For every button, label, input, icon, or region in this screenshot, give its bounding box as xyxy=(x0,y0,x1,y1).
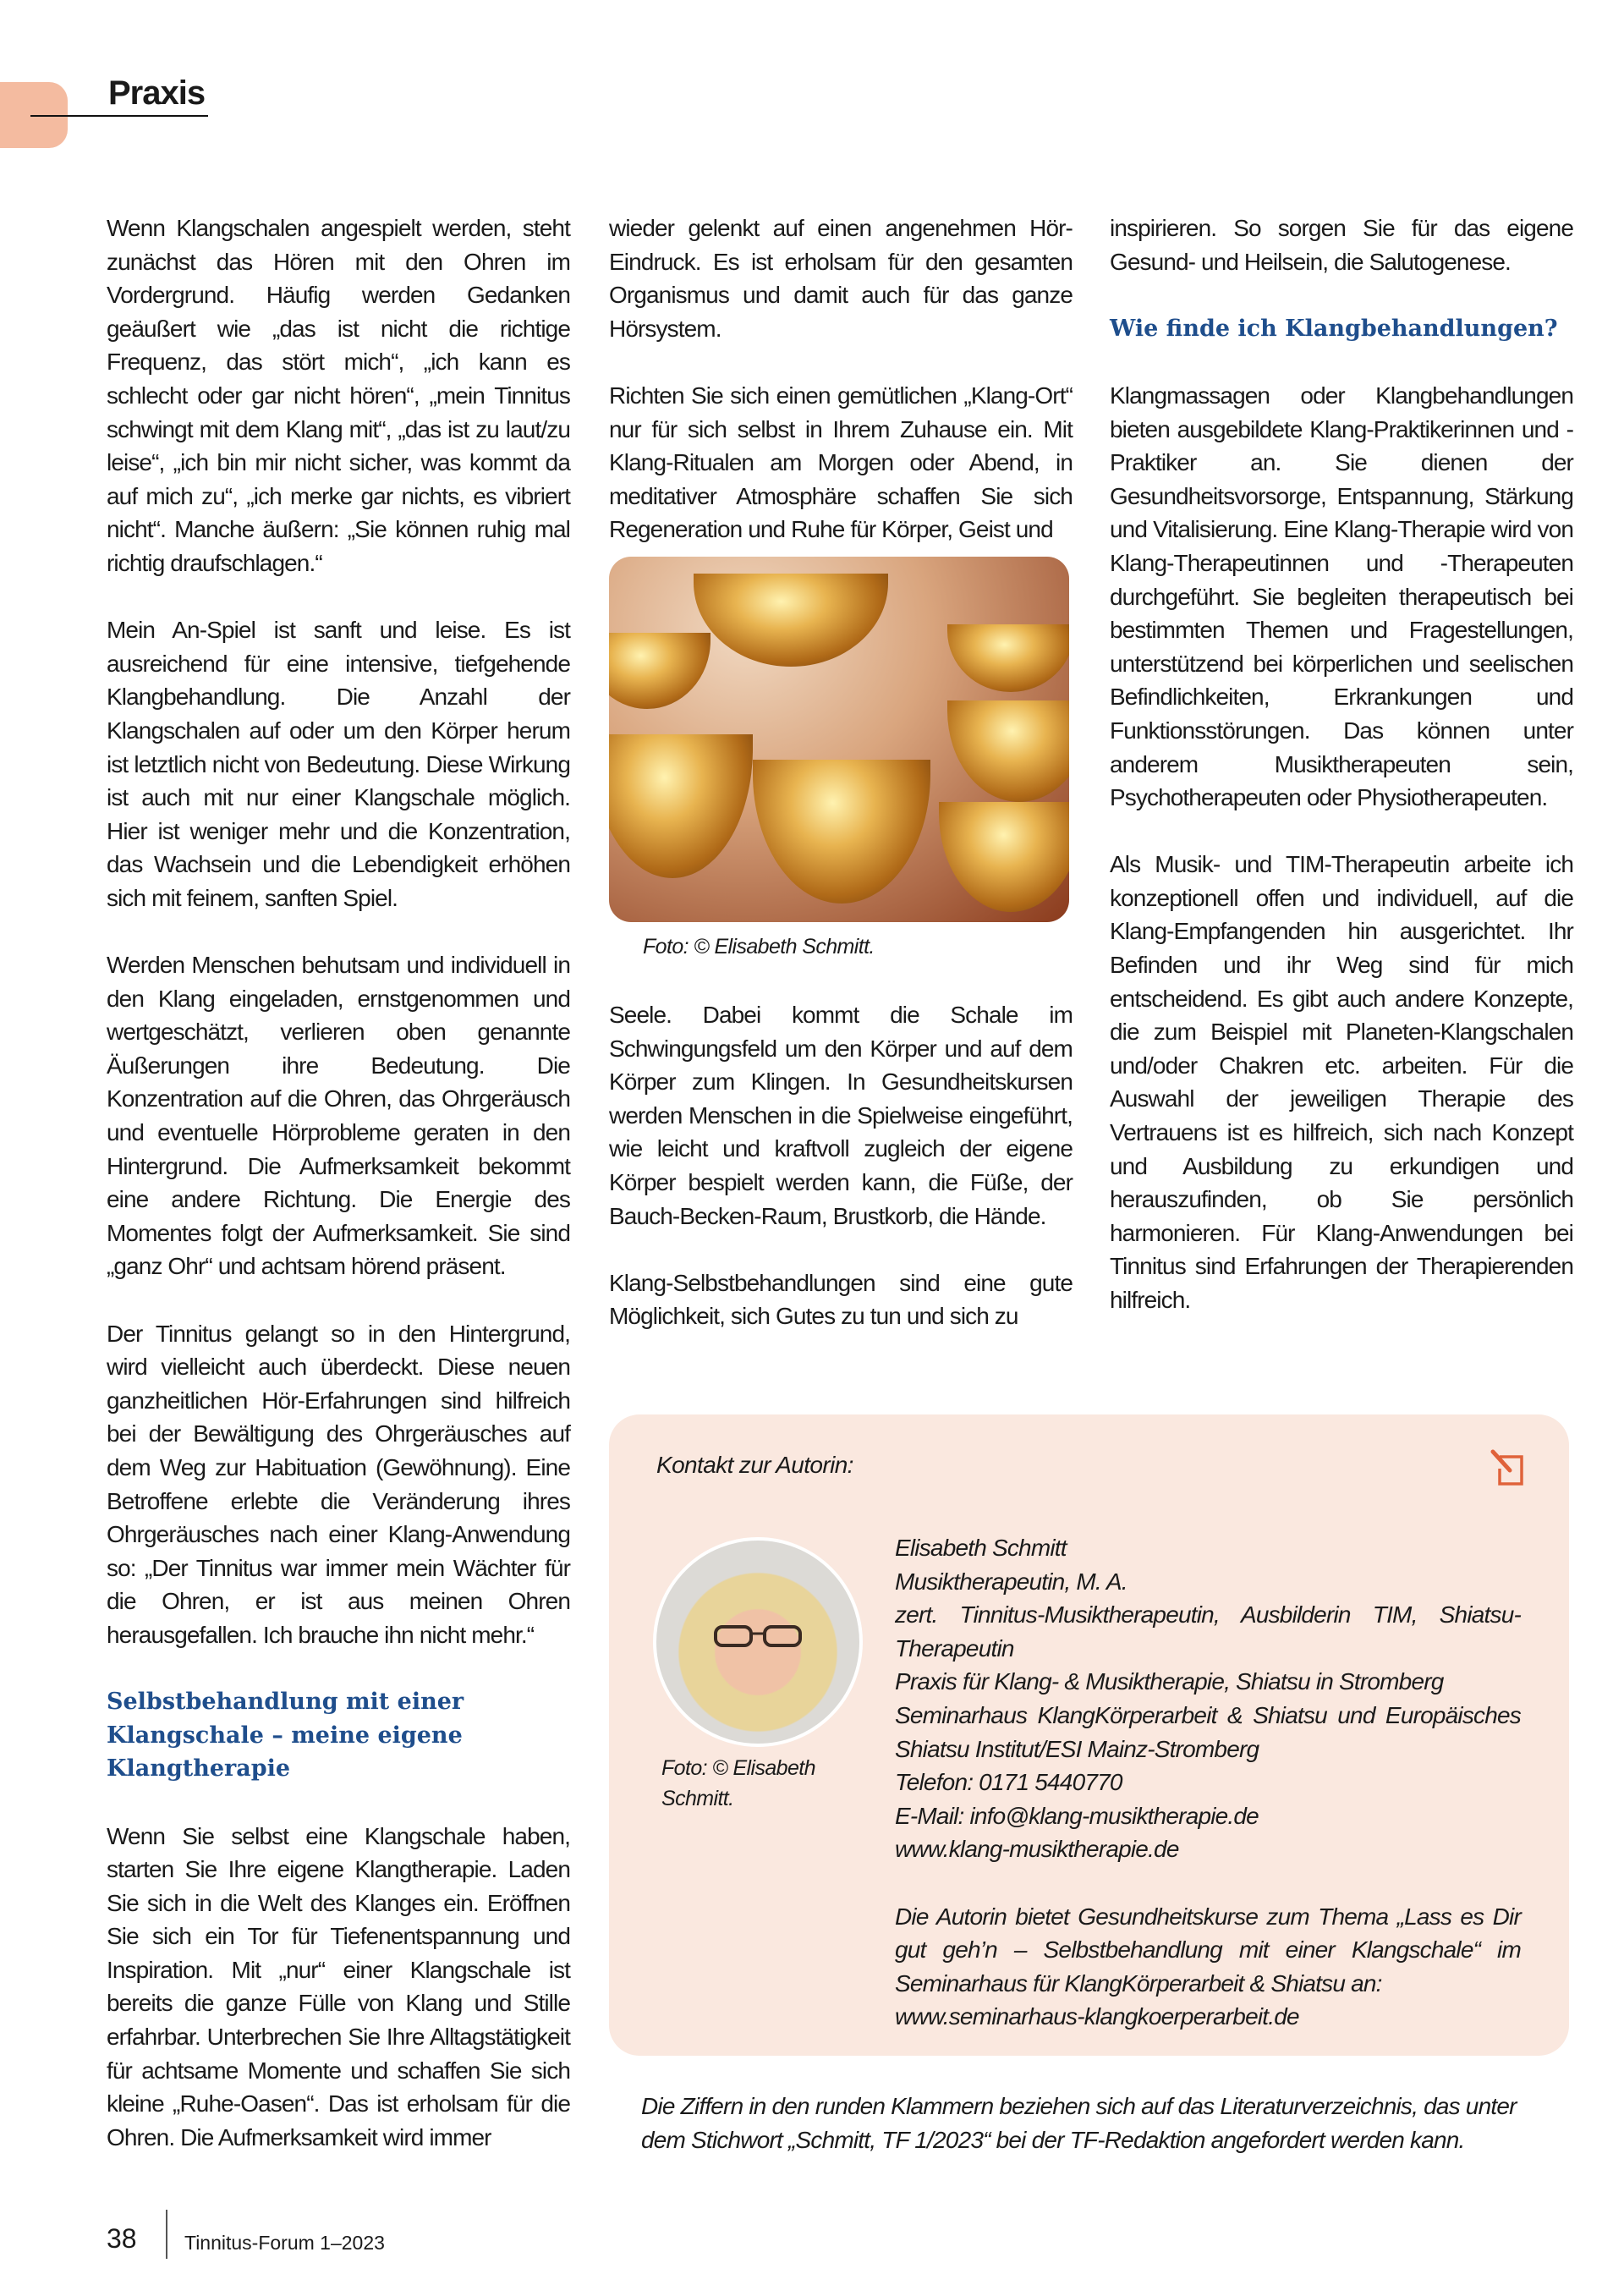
paragraph: inspirieren. So sorgen Sie für das eigene Gesund- und Heilsein, die Salutogenese. xyxy=(1110,215,1573,275)
section-rule xyxy=(30,115,208,117)
paragraph: Seele. Dabei kommt die Schale im Schwingungsfeld um den Körper und auf dem Körper zum Klingen. In Gesundheitskursen werden Menschen in die Spielweise eingeführt, wie leicht und kraftvoll zugleich der eigene Körper bespielt werden kann, die Füße, der Bauch-Becken-Raum, Brustkorb, die Hände. xyxy=(609,1001,1073,1229)
column-3 xyxy=(1110,211,1573,1350)
caption-line: Foto: © Elisabeth xyxy=(661,1756,815,1780)
course-note: Die Autorin bietet Gesundheitskurse zum Thema „Lass es Dir gut geh’n – Selbstbehandlung mit einer Klangschale“ im Seminarhaus für KlangKörperarbeit & Shiatsu an: xyxy=(895,1903,1521,1997)
author-website[interactable]: www.klang-musiktherapie.de xyxy=(895,1836,1179,1863)
paragraph: wieder gelenkt auf einen angenehmen Hör-Eindruck. Es ist erholsam für den gesamten Organismus und damit auch für das ganze Hörsystem. xyxy=(609,215,1073,342)
edit-note-icon xyxy=(1488,1448,1528,1489)
paragraph: Richten Sie sich einen gemütlichen „Klang-Ort“ nur für sich selbst in Ihrem Zuhause ein. Mit Klang-Ritualen am Morgen oder Abend, in meditativer Atmosphäre schaffen Sie sich Regeneration und Ruhe für Körper, Geist und xyxy=(609,382,1073,543)
course-website[interactable]: www.seminarhaus-klangkoerperarbeit.de xyxy=(895,2003,1299,2030)
subheading: Wie finde ich Klangbehandlungen? xyxy=(1110,315,1558,342)
portrait-caption xyxy=(661,1753,815,1814)
author-portrait xyxy=(653,1537,863,1747)
author-qualification: zert. Tinnitus-Musiktherapeutin, Ausbilderin TIM, Shiatsu-Therapeutin xyxy=(895,1601,1521,1662)
footnote: Die Ziffern in den runden Klammern beziehen sich auf das Literaturverzeichnis, das unter dem Stichwort „Schmitt, TF 1/2023“ bei der TF-Redaktion angefordert werden kann. xyxy=(641,2093,1517,2153)
magazine-issue: Tinnitus-Forum 1–2023 xyxy=(184,2232,385,2254)
author-phone: Telefon: 0171 5440770 xyxy=(895,1769,1122,1796)
author-contact-box xyxy=(609,1414,1569,2056)
photo-caption: Foto: © Elisabeth Schmitt. xyxy=(643,934,875,958)
paragraph: Wenn Klangschalen angespielt werden, steht zunächst das Hören mit den Ohren im Vordergrund. Häufig werden Gedanken geäußert wie „das ist nicht die richtige Frequenz, das stört mich“, „ich kann es schlecht oder gar nicht hören“, „mein Tinnitus schwingt mit dem Klang mit“, „das ist zu laut/zu leise“, „ich bin mir nicht sicher, was kommt da auf mich zu“, „ich merke gar nichts, es vibriert nicht“. Manche äußern: „Sie können ruhig mal richtig draufschlagen.“ xyxy=(107,215,570,576)
author-info xyxy=(895,1531,1521,2034)
author-name: Elisabeth Schmitt xyxy=(895,1535,1067,1561)
column-2 xyxy=(609,211,1073,1366)
paragraph: Werden Menschen behutsam und individuell in den Klang eingeladen, ernstgenommen und wertgeschätzt, verlieren oben genannte Äußerungen ihre Bedeutung. Die Konzentration auf die Ohren, das Ohrgeräusch und eventuelle Hörprobleme geraten in den Hintergrund. Die Aufmerksamkeit bekommt eine andere Richtung. Die Energie des Momentes folgt der Aufmerksamkeit. Sie sind „ganz Ohr“ und achtsam hörend präsent. xyxy=(107,952,570,1280)
author-title: Musiktherapeutin, M. A. xyxy=(895,1568,1127,1595)
contact-label: Kontakt zur Autorin: xyxy=(656,1452,853,1478)
column-1 xyxy=(107,211,570,2188)
author-practice: Praxis für Klang- & Musiktherapie, Shiatsu in Stromberg xyxy=(895,1668,1444,1695)
paragraph: Klang-Selbstbehandlungen sind eine gute Möglichkeit, sich Gutes zu tun und sich zu xyxy=(609,1269,1073,1330)
paragraph: Der Tinnitus gelangt so in den Hintergrund, wird vielleicht auch überdeckt. Diese neuen ganzheitlichen Hör-Erfahrungen sind hilfreich bei der Bewältigung des Ohrgeräusches auf dem Weg zur Habituation (Gewöhnung). Eine Betroffene erlebte die Veränderung ihres Ohrgeräusches nach einer Klang-Anwendung so: „Der Tinnitus war immer mein Wächter für die Ohren, er ist aus meinen Ohren herausgefallen. Ich brauche ihn nicht mehr.“ xyxy=(107,1320,570,1648)
footer-divider xyxy=(166,2210,167,2259)
author-email[interactable]: E-Mail: info@klang-musiktherapie.de xyxy=(895,1802,1259,1829)
paragraph: Wenn Sie selbst eine Klangschale haben, starten Sie Ihre eigene Klangtherapie. Laden Sie sich in die Welt des Klanges ein. Eröffnen Sie sich ein Tor für Tiefenentspannung und Inspiration. Mit „nur“ einer Klangschale ist bereits die ganze Fülle von Klang und Stille erfahrbar. Unterbrechen Sie Ihre Alltagstätigkeit für achtsame Momente und schaffen Sie sich kleine „Ruhe-Oasen“. Das ist erholsam für die Ohren. Die Aufmerksamkeit wird immer xyxy=(107,1822,570,2150)
section-title: Praxis xyxy=(108,74,206,112)
singing-bowls-photo xyxy=(609,557,1069,922)
paragraph: Klangmassagen oder Klangbehandlungen bieten ausgebildete Klang-Praktikerinnen und -Praktiker an. Sie dienen der Gesundheitsvorsorge, Entspannung, Stärkung und Vitalisierung. Eine Klang-Therapie wird von Klang-Therapeutinnen und -Therapeuten durchgeführt. Sie begleiten therapeutisch bei bestimmten Themen und Fragestellungen, unterstützend bei körperlichen und seelischen Befindlichkeiten, Erkrankungen und Funktionsstörungen. Das können unter anderem Musiktherapeuten sein, Psychotherapeuten oder Physiotherapeuten. xyxy=(1110,382,1573,811)
author-seminar: Seminarhaus KlangKörperarbeit & Shiatsu und Europäisches Shiatsu Institut/ESI Mainz-Stromberg xyxy=(895,1701,1521,1762)
paragraph: Mein An-Spiel ist sanft und leise. Es ist ausreichend für eine intensive, tiefgehende Klangbehandlung. Die Anzahl der Klangschalen auf oder um den Körper herum ist letztlich nicht von Bedeutung. Diese Wirkung ist auch mit nur einer Klangschale möglich. Hier ist weniger mehr und die Konzentration, das Wachsein und die Lebendigkeit erhöhen sich mit feinem, sanften Spiel. xyxy=(107,617,570,911)
subheading: Selbstbehandlung mit einer Klangschale – meine eigene Klangtherapie xyxy=(107,1689,464,1782)
paragraph: Als Musik- und TIM-Therapeutin arbeite ich konzeptionell offen und individuell, auf die Klang-Empfangenden hin ausgerichtet. Ihr Befinden und ihr Weg sind für mich entscheidend. Es gibt auch andere Konzepte, die zum Beispiel mit Planeten-Klangschalen und/oder Chakren etc. arbeiten. Für die Auswahl der jeweiligen Therapie des Vertrauens ist es hilfreich, sich nach Konzept und Ausbildung zu erkundigen und herauszufinden, ob Sie persönlich harmonieren. Für Klang-Anwendungen bei Tinnitus sind Erfahrungen der Therapierenden hilfreich. xyxy=(1110,851,1573,1313)
caption-line: Schmitt. xyxy=(661,1787,734,1810)
page-number: 38 xyxy=(107,2223,137,2254)
